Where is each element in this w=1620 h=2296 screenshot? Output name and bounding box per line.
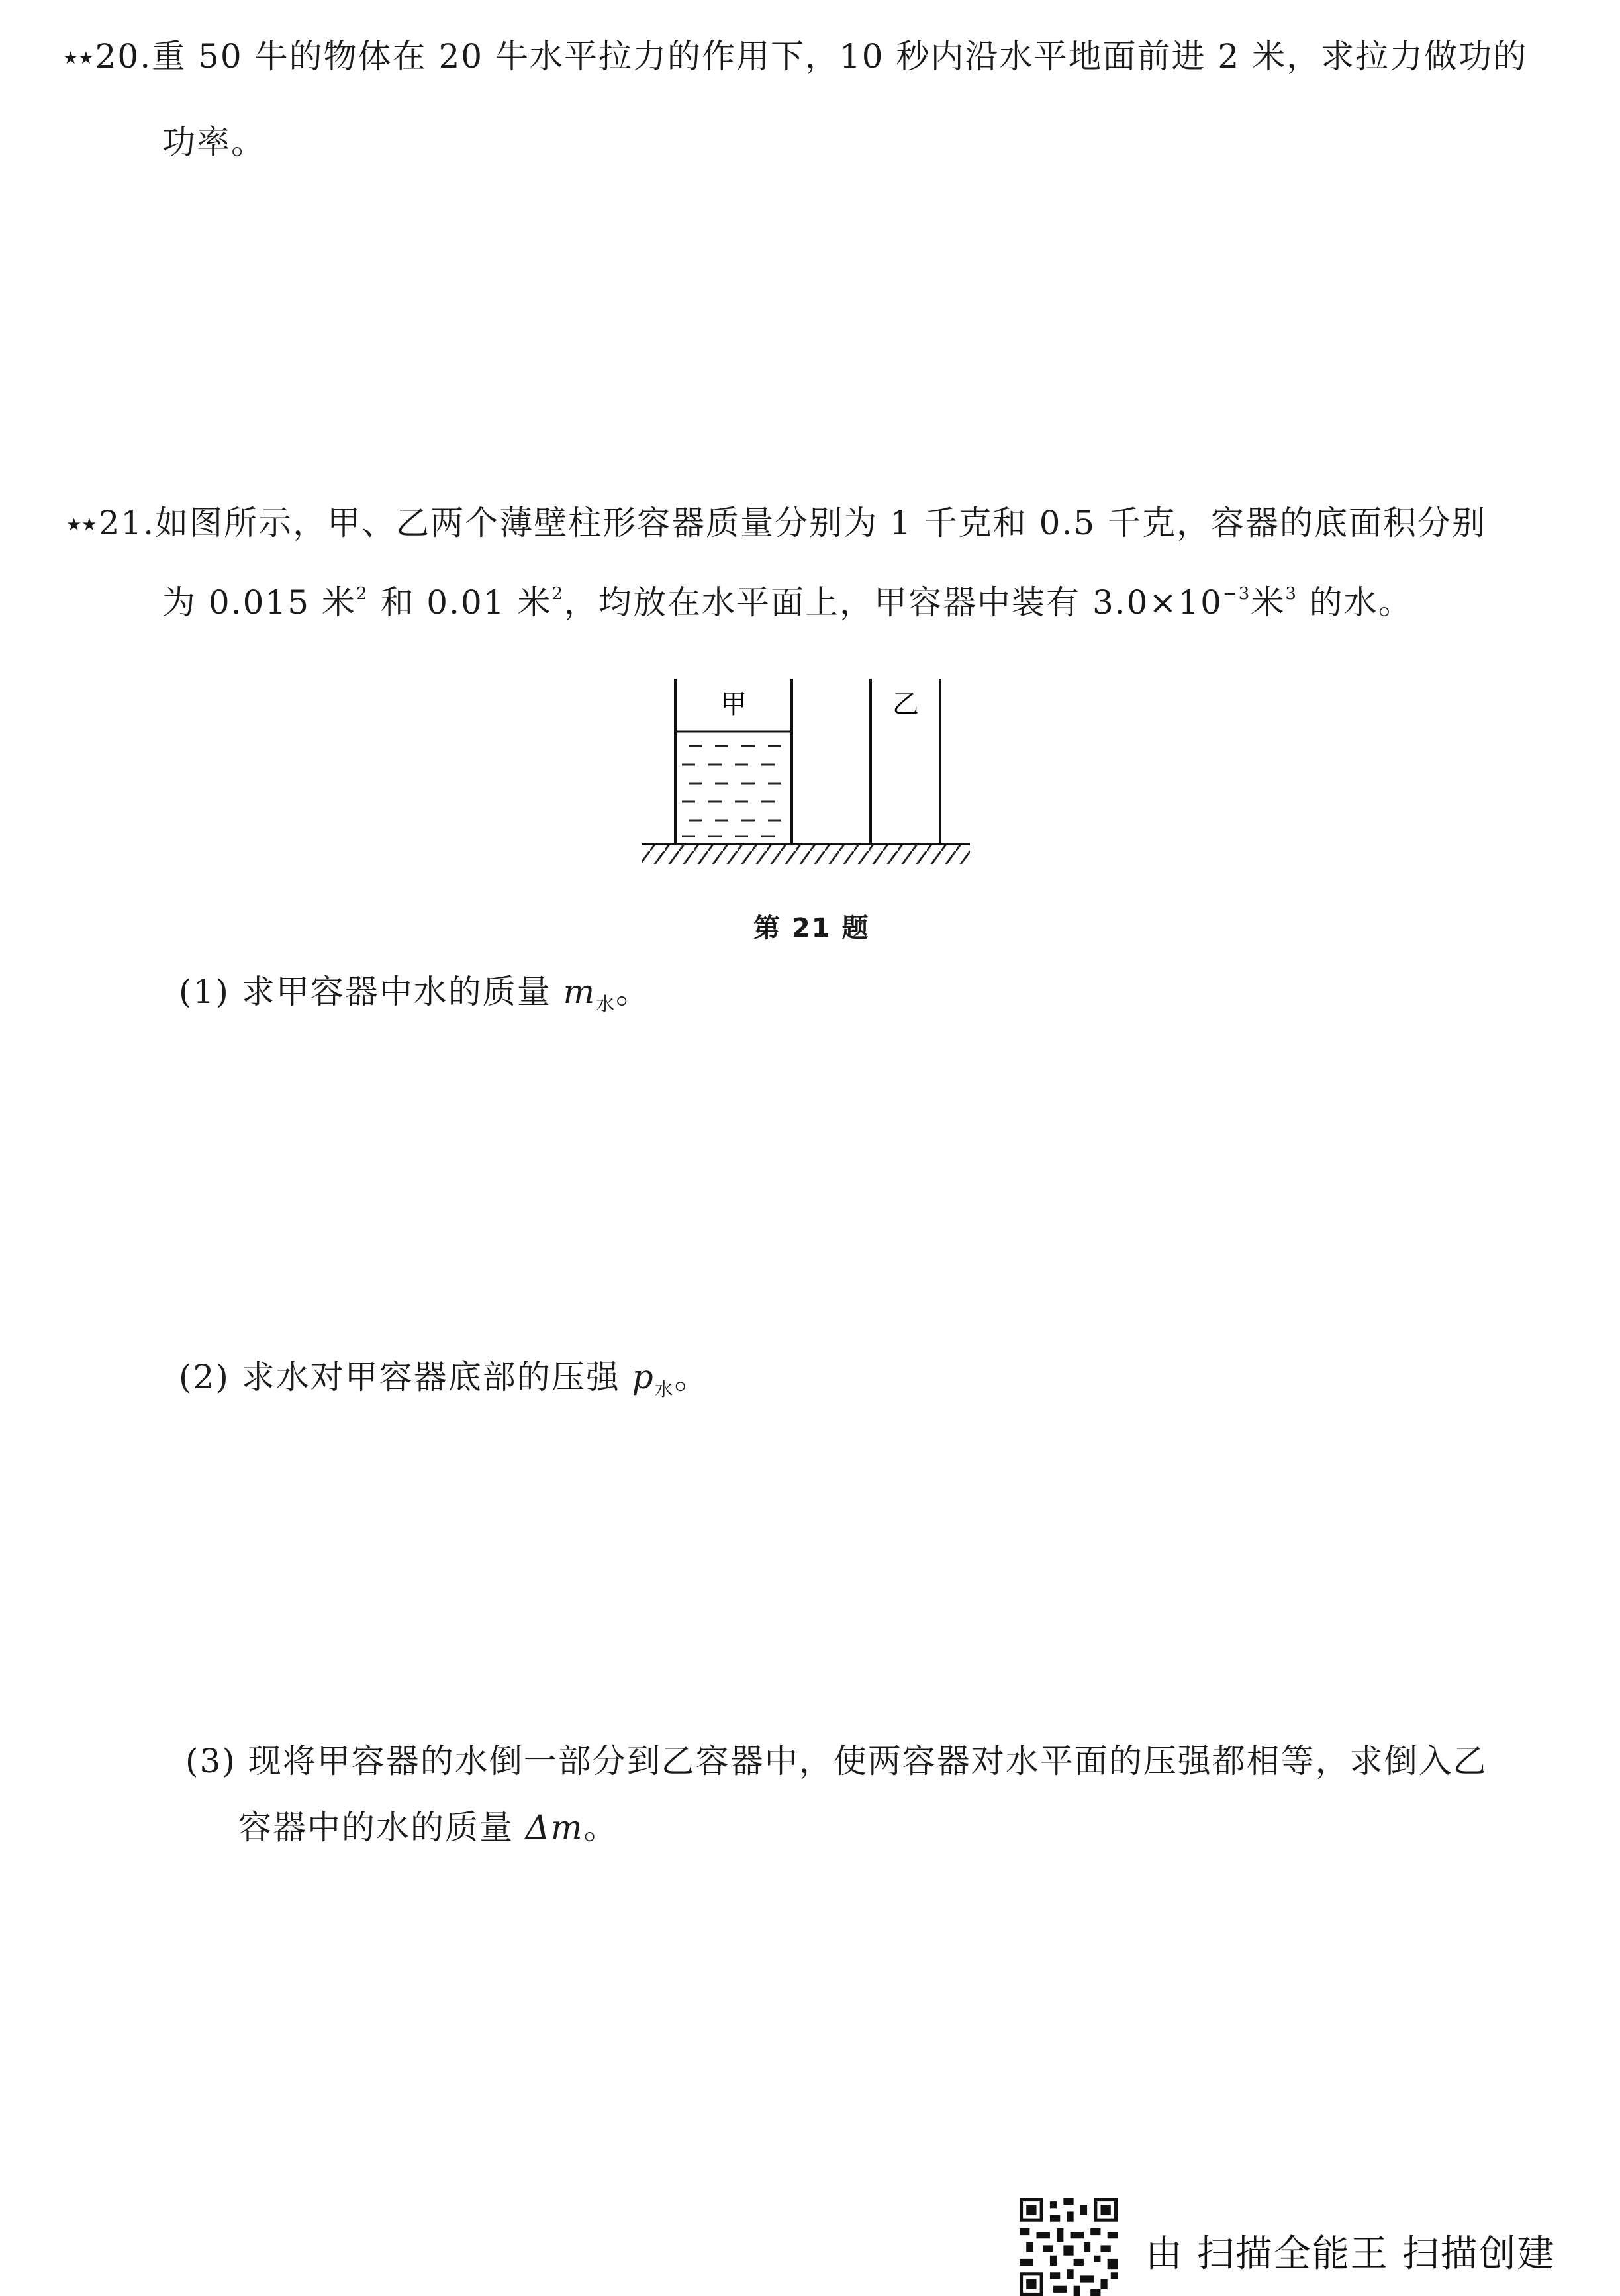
scanner-watermark [1020, 2198, 1602, 2284]
q21-sup1: 2 [356, 584, 369, 604]
figure-caption: 第 21 题 [753, 913, 870, 943]
q21-sup3: −3 [1222, 584, 1251, 604]
q21-part3-line2 [238, 1807, 618, 1847]
containers-diagram [636, 672, 980, 884]
part1-suffix: 。 [616, 973, 651, 1011]
part3-prefix: 容器中的水的质量 [238, 1808, 526, 1846]
q21-part1 [179, 972, 651, 1015]
q21-line2-b: 和 0.01 米 [368, 583, 552, 622]
part1-sub: 水 [596, 993, 616, 1015]
q20-number: 20. [95, 37, 152, 75]
containers-figure [636, 672, 980, 884]
part3-var: Δm [525, 1808, 584, 1846]
label-jia: 甲 [720, 689, 747, 720]
ground-hatch [642, 845, 970, 864]
part1-prefix: (1) 求甲容器中水的质量 [179, 973, 563, 1011]
water-dashes [682, 746, 781, 836]
q21-part3-line1: (3) 现将甲容器的水倒一部分到乙容器中，使两容器对水平面的压强都相等，求倒入乙 [185, 1742, 1488, 1780]
q21-line2-e: 的水。 [1297, 583, 1413, 622]
q20-line1 [63, 36, 1527, 78]
q21-line2-d: 米 [1251, 583, 1286, 622]
q20-text-line1: 重 50 牛的物体在 20 牛水平拉力的作用下，10 秒内沿水平地面前进 2 米，求拉力做功的 [152, 37, 1528, 75]
label-yi: 乙 [892, 689, 919, 720]
q20-line2: 功率。 [162, 123, 265, 162]
q21-text-line1: 如图所示，甲、乙两个薄壁柱形容器质量分别为 1 千克和 0.5 千克，容器的底面积分别 [155, 504, 1487, 542]
part2-sub: 水 [654, 1378, 675, 1400]
q21-sup4: 3 [1285, 584, 1298, 604]
part2-suffix: 。 [674, 1358, 709, 1396]
q21-part2 [179, 1357, 709, 1400]
part1-var: m [563, 973, 596, 1011]
q21-sup2: 2 [551, 584, 565, 604]
q20-stars: ★★ [63, 48, 94, 68]
q21-line1 [66, 503, 1486, 545]
part3-suffix: 。 [583, 1808, 618, 1846]
q21-line2-a: 为 0.015 米 [162, 583, 356, 622]
part2-prefix: (2) 求水对甲容器底部的压强 [179, 1358, 632, 1396]
q21-stars: ★★ [66, 515, 97, 535]
scanner-watermark-text: 由 扫描全能王 扫描创建 [1145, 2232, 1556, 2275]
q21-number: 21. [98, 504, 156, 542]
part2-var: p [632, 1358, 655, 1396]
q21-line2 [162, 583, 1413, 622]
q21-line2-c: ，均放在水平面上，甲容器中装有 3.0×10 [564, 583, 1223, 622]
qr-code-icon [1020, 2198, 1118, 2296]
